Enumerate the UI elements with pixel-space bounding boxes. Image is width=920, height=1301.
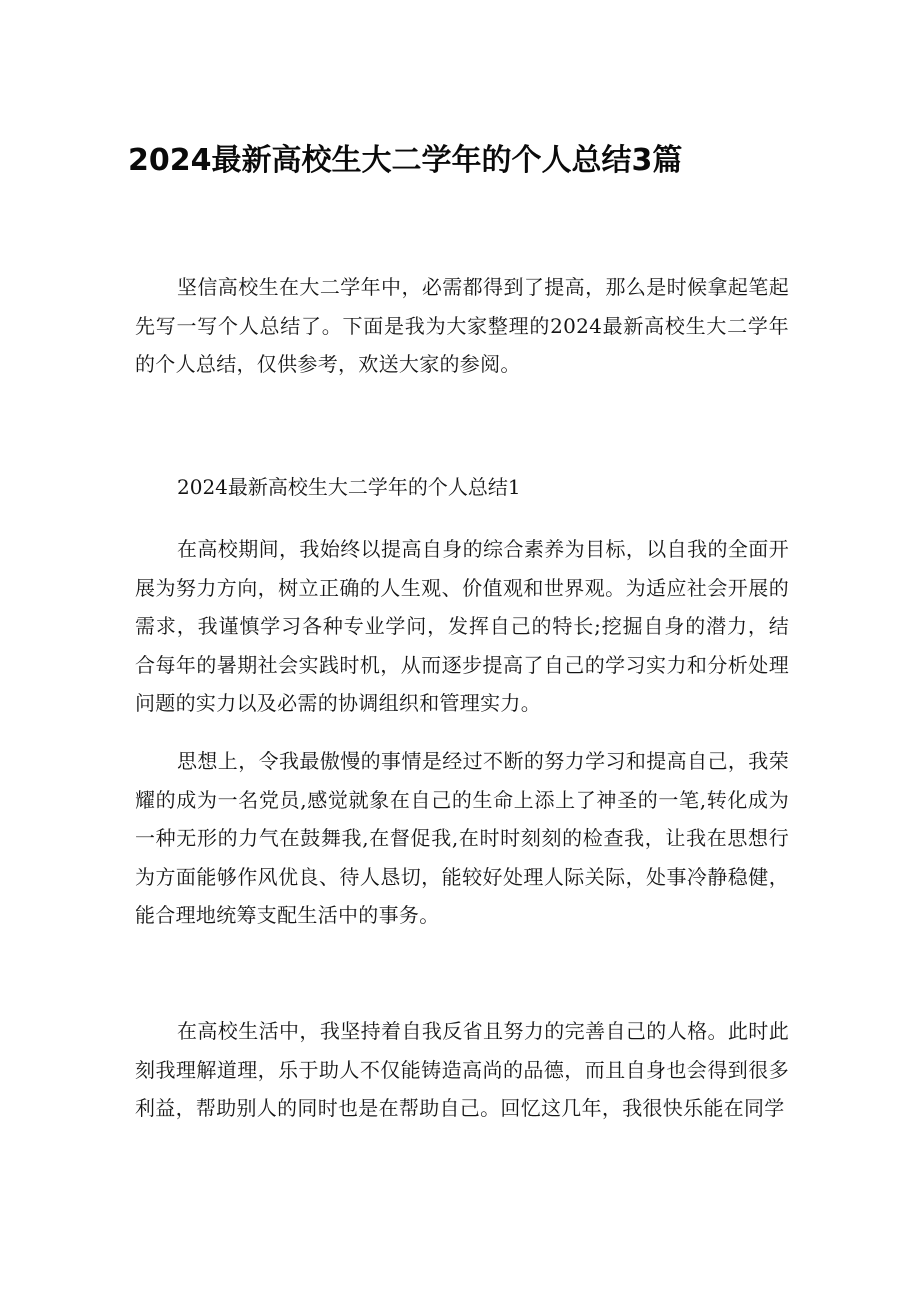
paragraph-2: 思想上，令我最傲慢的事情是经过不断的努力学习和提高自己，我荣耀的成为一名党员,感觉就象在自己的生命上添上了神圣的一笔,转化成为一种无形的力气在鼓舞我,在督促我,在时时刻刻的检查我，让我在思想行为方面能够作风优良、待人恳切，能较好处理人际关际，处事冷静稳健，能合理地统筹支配生活中的事务。: [135, 749, 789, 928]
intro-paragraph: 坚信高校生在大二学年中，必需都得到了提高，那么是时候拿起笔起先写一写个人总结了。下面是我为大家整理的2024最新高校生大二学年的个人总结，仅供参考，欢送大家的参阅。: [135, 275, 789, 377]
document-title: 2024最新高校生大二学年的个人总结3篇: [128, 143, 683, 178]
paragraph-3: 在高校生活中，我坚持着自我反省且努力的完善自己的人格。此时此刻我理解道理，乐于助人不仅能铸造高尚的品德，而且自身也会得到很多利益，帮助别人的同时也是在帮助自己。回忆这几年，我很快乐能在同学: [135, 1019, 789, 1121]
paragraph-1: 在高校期间，我始终以提高自身的综合素养为目标，以自我的全面开展为努力方向，树立正确的人生观、价值观和世界观。为适应社会开展的需求，我谨慎学习各种专业学问，发挥自己的特长;挖掘自身的潜力，结合每年的暑期社会实践时机，从而逐步提高了自己的学习实力和分析处理问题的实力以及必需的协调组织和管理实力。: [135, 537, 789, 716]
section-heading: 2024最新高校生大二学年的个人总结1: [177, 475, 521, 499]
